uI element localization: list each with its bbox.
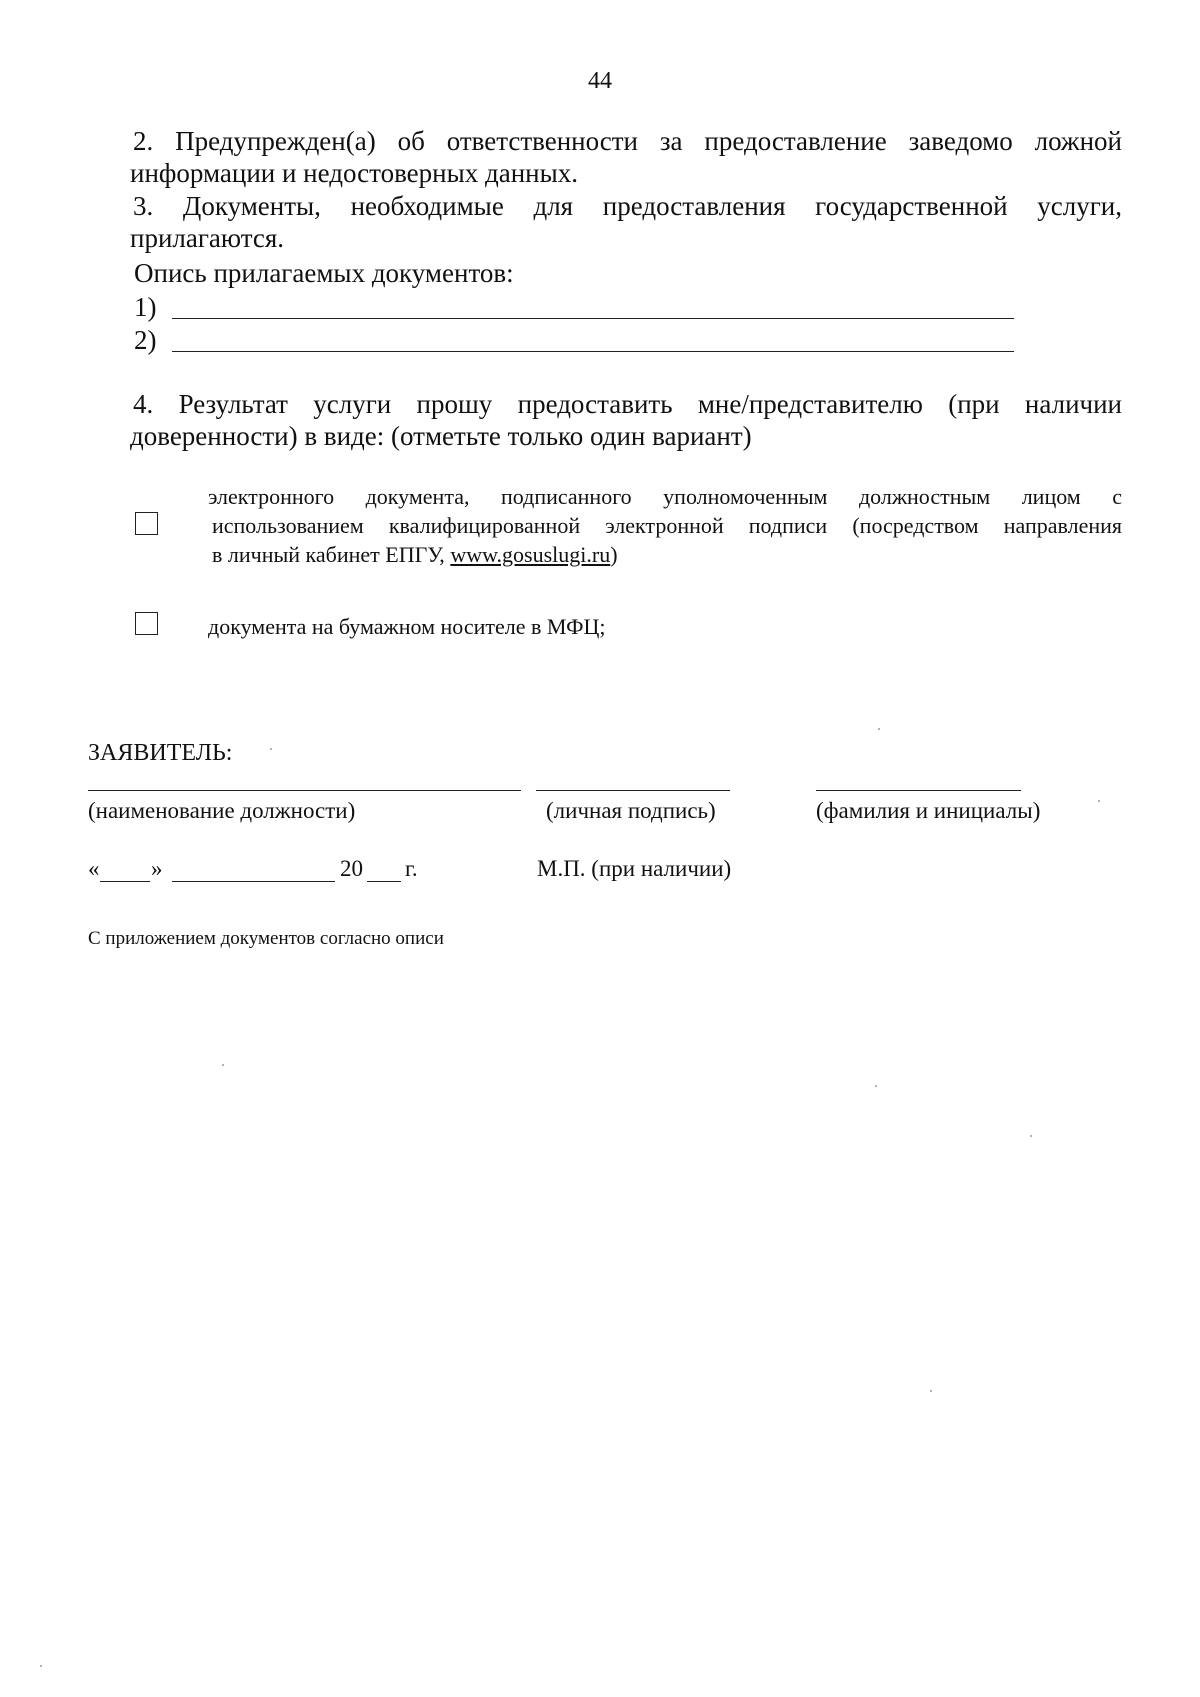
item-3-continuation: прилагаются.: [130, 223, 285, 253]
scan-speck: [222, 1064, 224, 1066]
item-4-result-paragraph: [130, 388, 1122, 452]
item-3-first-line: 3. Документы, необходимые для предоставления государственной услуги,: [133, 191, 1122, 221]
date-year-suffix: г.: [405, 856, 418, 881]
inventory-fill-line[interactable]: [172, 351, 1014, 352]
date-quote-open: «: [88, 856, 100, 881]
scan-speck: [270, 748, 272, 750]
scan-speck: [40, 1665, 42, 1667]
scan-speck: [875, 1085, 877, 1087]
date-month-field[interactable]: [172, 881, 335, 882]
applicant-label: ЗАЯВИТЕЛЬ:: [88, 740, 233, 766]
full-name-caption: (фамилия и инициалы): [816, 798, 1041, 823]
item-4-continuation: доверенности) в виде: (отметьте только один вариант): [130, 421, 752, 451]
scan-speck: [1098, 800, 1100, 802]
inventory-line-number: 1): [134, 292, 157, 322]
inventory-fill-line[interactable]: [172, 318, 1014, 319]
full-name-signature-line[interactable]: [816, 790, 1021, 791]
scan-speck: [878, 728, 880, 730]
item-2-first-line: 2. Предупрежден(а) об ответственности за предоставление заведомо ложной: [133, 126, 1122, 156]
inventory-line-number: 2): [134, 325, 157, 355]
electronic-document-option-label: [208, 482, 1122, 569]
position-caption: (наименование должности): [88, 798, 356, 823]
scan-speck: [1030, 1135, 1032, 1137]
scan-speck: [930, 1390, 932, 1392]
electronic-option-line-3-text: в личный кабинет ЕПГУ,: [212, 542, 451, 567]
date-year-prefix: 20: [340, 856, 363, 881]
electronic-option-line-3: [208, 540, 1122, 569]
seal-label: М.П. (при наличии): [537, 856, 732, 881]
item-4-first-line: 4. Результат услуги прошу предоставить мне/представителю (при наличии: [133, 389, 1122, 419]
attachment-note: С приложением документов согласно описи: [88, 928, 444, 949]
signature-caption: (личная подпись): [546, 798, 716, 823]
inventory-line-1[interactable]: [134, 292, 1014, 324]
electronic-option-line-3-end: ): [610, 542, 618, 567]
position-signature-line[interactable]: [88, 790, 521, 791]
personal-signature-line[interactable]: [536, 790, 730, 791]
inventory-title: Опись прилагаемых документов:: [134, 258, 514, 288]
item-2-continuation: информации и недостоверных данных.: [130, 158, 579, 188]
inventory-line-2[interactable]: [134, 325, 1014, 357]
date-year-field[interactable]: [367, 881, 401, 882]
electronic-option-line-2: использованием квалифицированной электронной подписи (посредством направления: [212, 513, 1122, 538]
date-quote-close: »: [151, 856, 163, 881]
item-3-documents-paragraph: [130, 190, 1122, 254]
gosuslugi-link[interactable]: www.gosuslugi.ru: [450, 542, 611, 567]
date-day-field[interactable]: [100, 881, 150, 882]
paper-document-option-label: документа на бумажном носителе в МФЦ;: [208, 614, 606, 639]
page-number: 44: [588, 68, 612, 94]
paper-document-checkbox[interactable]: [135, 612, 158, 635]
item-2-warning-paragraph: [130, 125, 1122, 189]
electronic-option-line-1: электронного документа, подписанного уполномоченным должностным лицом с: [208, 484, 1122, 509]
electronic-document-checkbox[interactable]: [135, 512, 158, 535]
